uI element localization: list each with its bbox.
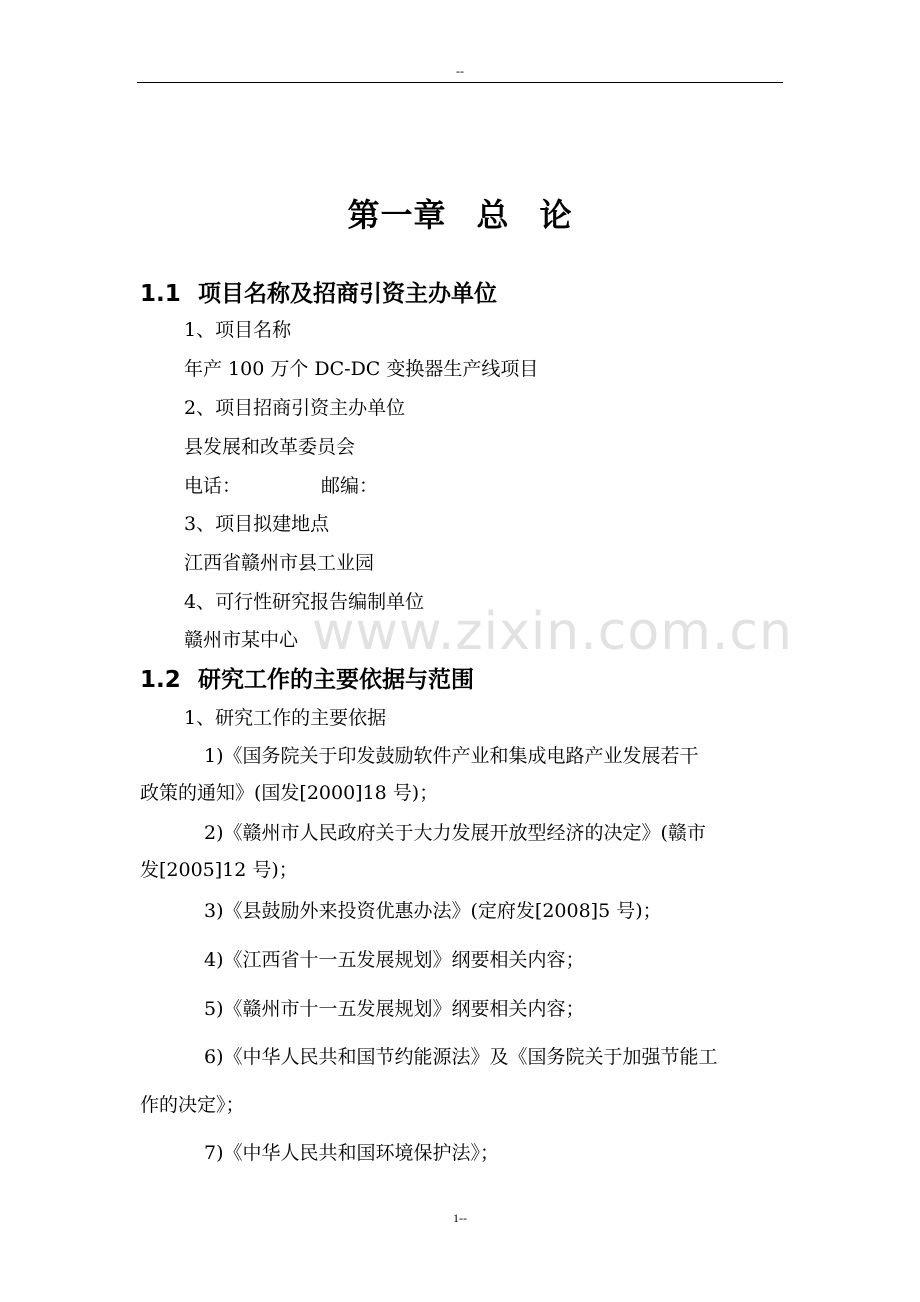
reference-item [140, 897, 783, 925]
chapter-title [0, 190, 920, 240]
chapter-title-mid: 总 [476, 196, 510, 234]
item-value: 年产 100 万个 DC-DC 变换器生产线项目 [184, 358, 539, 380]
reference-item [140, 1139, 783, 1167]
section-number: 1.1 [140, 281, 181, 307]
reference-line: 政策的通知》(国发[2000]18 号)； [140, 782, 439, 804]
page-number: 1-- [453, 1211, 467, 1225]
section-heading-1-1 [140, 278, 497, 310]
item-value: 赣州市某中心 [184, 629, 299, 651]
watermark: www.zixin.com.cn [312, 602, 793, 662]
contact-line [184, 472, 378, 500]
section-title: 项目名称及招商引资主办单位 [198, 281, 497, 307]
reference-line: 作的决定》； [140, 1094, 245, 1116]
chapter-title-right: 论 [539, 196, 573, 234]
section-number: 1.2 [140, 667, 181, 693]
reference-line: 4)《江西省十一五发展规划》纲要相关内容； [204, 949, 585, 971]
reference-line: 3)《县鼓励外来投资优惠办法》(定府发[2008]5 号)； [204, 900, 662, 922]
reference-line: 1)《国务院关于印发鼓励软件产业和集成电路产业发展若干 [204, 745, 699, 767]
reference-line: 2)《赣州市人民政府关于大力发展开放型经济的决定》(赣市 [204, 822, 706, 844]
reference-item [140, 1043, 783, 1119]
reference-line: 7)《中华人民共和国环境保护法》； [204, 1142, 500, 1164]
item-label: 1、项目名称 [184, 319, 292, 341]
phone-label: 电话： [184, 475, 242, 497]
item-value: 江西省赣州市县工业园 [184, 552, 375, 574]
reference-line: 发[2005]12 号)； [140, 859, 298, 881]
header-mark: -- [456, 64, 464, 78]
item-label: 3、项目拟建地点 [184, 513, 330, 535]
reference-item [140, 819, 783, 884]
item-label: 4、可行性研究报告编制单位 [184, 591, 425, 613]
header-rule [137, 82, 783, 83]
section-title: 研究工作的主要依据与范围 [198, 667, 474, 693]
postcode-label: 邮编： [321, 475, 379, 497]
reference-item [140, 742, 783, 807]
item-value: 县发展和改革委员会 [184, 436, 356, 458]
subheading: 1、研究工作的主要依据 [184, 707, 387, 729]
reference-line: 6)《中华人民共和国节约能源法》及《国务院关于加强节能工 [204, 1046, 718, 1068]
item-label: 2、项目招商引资主办单位 [184, 397, 406, 419]
chapter-title-left: 第一章 [347, 196, 447, 234]
reference-item [140, 946, 783, 974]
reference-item [140, 995, 783, 1023]
reference-line: 5)《赣州市十一五发展规划》纲要相关内容； [204, 998, 585, 1020]
section-heading-1-2 [140, 664, 474, 696]
